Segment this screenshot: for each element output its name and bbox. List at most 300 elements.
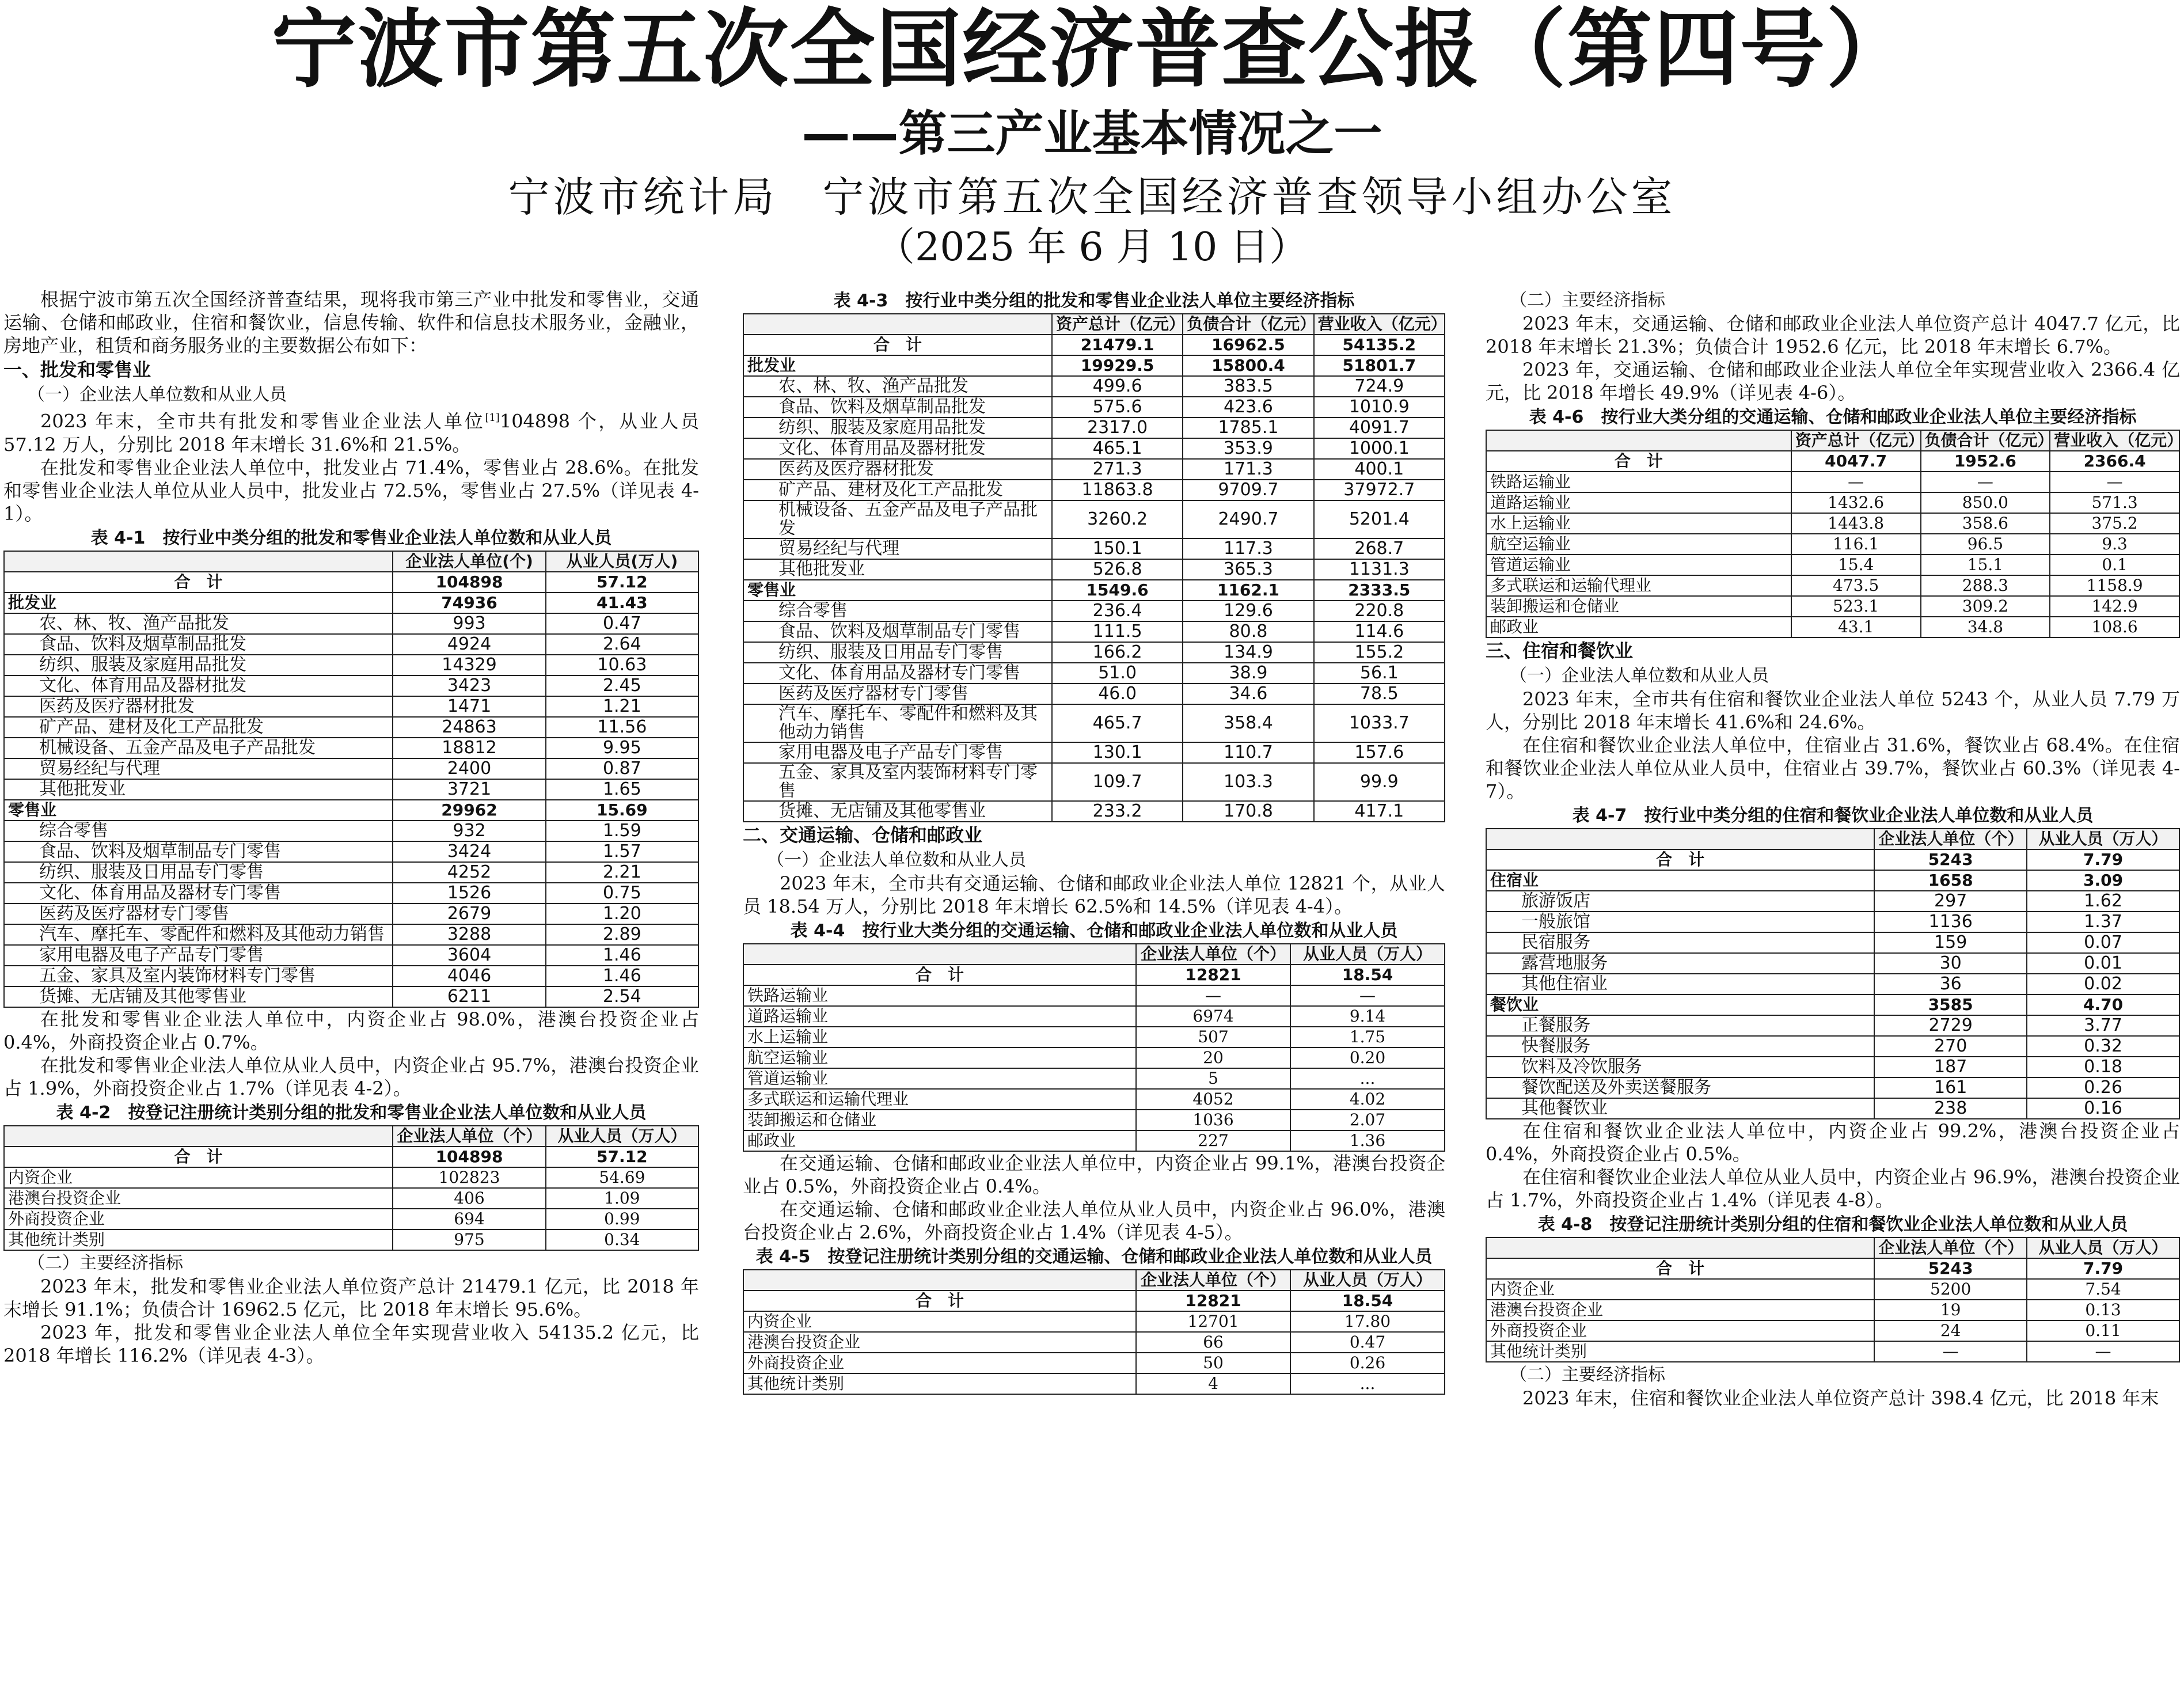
row-label: 管道运输业	[1486, 555, 1791, 575]
table-cell: 104898	[393, 1147, 545, 1167]
paragraph: 在批发和零售业企业法人单位中，批发业占 71.4%，零售业占 28.6%。在批发和零售业企业法人单位从业人员中，批发业占 72.5%，零售业占 27.5%（详见表 4-1）。	[3, 456, 699, 525]
table-cell: 19929.5	[1052, 355, 1183, 376]
table-group-row	[4, 593, 698, 613]
column-header	[743, 1270, 1136, 1291]
table-cell: 0.75	[546, 883, 698, 904]
table-cell: 116.1	[1791, 534, 1921, 555]
table-cell: 3423	[393, 675, 545, 696]
table-cell: 9.3	[2050, 534, 2179, 555]
table-cell: 724.9	[1314, 376, 1445, 397]
column-header: 企业法人单位（个）	[393, 1126, 545, 1147]
table-cell: 80.8	[1183, 621, 1313, 642]
row-label: 港澳台投资企业	[743, 1332, 1136, 1353]
column-header: 企业法人单位（个）	[1136, 1270, 1290, 1291]
table-cell: 3.09	[2027, 870, 2179, 891]
table-cell: 5201.4	[1314, 500, 1445, 538]
table-row	[743, 763, 1445, 801]
row-label: 铁路运输业	[1486, 472, 1791, 492]
table-cell: 46.0	[1052, 684, 1183, 704]
row-label: 食品、饮料及烟草制品专门零售	[4, 841, 393, 862]
table-cell: 12701	[1136, 1311, 1290, 1332]
row-label: 文化、体育用品及器材批发	[4, 675, 393, 696]
row-label: 家用电器及电子产品专门零售	[743, 742, 1052, 763]
table-cell: 12821	[1136, 965, 1290, 985]
table-cell: 10.63	[546, 655, 698, 675]
page-title: 宁波市第五次全国经济普查公报（第四号）	[271, 0, 1913, 99]
row-label: 装卸搬运和仓储业	[743, 1110, 1136, 1130]
table-cell: 0.13	[2027, 1300, 2179, 1320]
table-row	[1486, 596, 2179, 617]
table-header-row	[1486, 829, 2179, 849]
subsection-heading: （二）主要经济指标	[28, 1252, 183, 1273]
column-header: 企业法人单位（个）	[1136, 944, 1290, 965]
row-label: 旅游饭店	[1486, 891, 1874, 912]
table-cell: 2729	[1874, 1015, 2027, 1036]
table-row	[743, 985, 1445, 1006]
table-cell: 4091.7	[1314, 417, 1445, 438]
table-cell: 5243	[1874, 1258, 2027, 1279]
row-label: 贸易经纪与代理	[743, 538, 1052, 559]
row-label: 铁路运输业	[743, 985, 1136, 1006]
table-row	[1486, 1077, 2179, 1098]
row-label: 道路运输业	[1486, 492, 1791, 513]
table-cell: 170.8	[1183, 801, 1313, 822]
row-label: 露营地服务	[1486, 953, 1874, 974]
table-cell: 15.69	[546, 800, 698, 821]
publish-date: （2025 年 6 月 10 日）	[876, 225, 1308, 270]
table-row	[4, 945, 698, 966]
column-header: 从业人员(万人)	[546, 551, 698, 572]
row-label: 合 计	[4, 1147, 393, 1167]
table-cell: 9709.7	[1183, 480, 1313, 500]
table-cell: 850.0	[1921, 492, 2050, 513]
table-cell: 161	[1874, 1077, 2027, 1098]
table-cell: 2.45	[546, 675, 698, 696]
row-label: 内资企业	[743, 1311, 1136, 1332]
table-cell: 4052	[1136, 1089, 1290, 1110]
table-cell: 7.54	[2027, 1279, 2179, 1300]
table-row	[4, 924, 698, 945]
table-cell: 130.1	[1052, 742, 1183, 763]
column-header: 资产总计（亿元）	[1052, 314, 1183, 335]
table-row	[4, 634, 698, 655]
table-cell: 1036	[1136, 1110, 1290, 1130]
row-label: 货摊、无店铺及其他零售业	[4, 986, 393, 1007]
table-row	[4, 883, 698, 904]
table-cell: 1.36	[1290, 1130, 1445, 1151]
table-row	[1486, 891, 2179, 912]
table-row	[743, 480, 1445, 500]
table-cell: 5200	[1874, 1279, 2027, 1300]
table-cell: —	[1791, 472, 1921, 492]
table-row	[743, 397, 1445, 417]
table-cell: 166.2	[1052, 642, 1183, 663]
row-label: 餐饮业	[1486, 995, 1874, 1015]
table-caption: 表 4-6 按行业大类分组的交通运输、仓储和邮政业企业法人单位主要经济指标	[1529, 407, 2137, 427]
table-cell: 7.79	[2027, 849, 2179, 870]
table-header-row	[4, 551, 698, 572]
table-row	[4, 862, 698, 883]
row-label: 汽车、摩托车、零配件和燃料及其他动力销售	[743, 704, 1052, 742]
table-cell: 1.62	[2027, 891, 2179, 912]
paragraph: 在住宿和餐饮业企业法人单位从业人员中，内资企业占 96.9%，港澳台投资企业占 1.7%，外商投资企业占 1.4%（详见表 4-8）。	[1486, 1166, 2180, 1211]
table-cell: 24	[1874, 1320, 2027, 1341]
table-total-row	[4, 1147, 698, 1167]
row-label: 食品、饮料及烟草制品批发	[4, 634, 393, 655]
table-cell: 108.6	[2050, 617, 2179, 637]
table-group-row	[4, 800, 698, 821]
table-row	[743, 742, 1445, 763]
table-cell: 21479.1	[1052, 335, 1183, 355]
data-table	[1486, 828, 2180, 1119]
table-cell: 111.5	[1052, 621, 1183, 642]
table-row	[4, 738, 698, 758]
row-label: 纺织、服装及日用品专门零售	[743, 642, 1052, 663]
table-cell: 9.95	[546, 738, 698, 758]
table-cell: —	[1136, 985, 1290, 1006]
table-cell: 233.2	[1052, 801, 1183, 822]
row-label: 家用电器及电子产品专门零售	[4, 945, 393, 966]
table-cell: 99.9	[1314, 763, 1445, 801]
table-cell: 1549.6	[1052, 580, 1183, 601]
subsection-heading: （一）企业法人单位数和从业人员	[28, 385, 287, 405]
data-table	[743, 313, 1445, 822]
table-row	[743, 642, 1445, 663]
row-label: 邮政业	[743, 1130, 1136, 1151]
table-cell: 1952.6	[1921, 451, 2050, 472]
table-cell: 11.56	[546, 717, 698, 738]
table-cell: 78.5	[1314, 684, 1445, 704]
table-cell: 56.1	[1314, 663, 1445, 684]
table-total-row	[1486, 849, 2179, 870]
table-header-row	[4, 1126, 698, 1147]
row-label: 其他统计类别	[1486, 1341, 1874, 1362]
table-header-row	[743, 944, 1445, 965]
row-label: 道路运输业	[743, 1006, 1136, 1027]
table-cell: 171.3	[1183, 459, 1313, 480]
table-row	[743, 621, 1445, 642]
paragraph: 2023 年，批发和零售业企业法人单位全年实现营业收入 54135.2 亿元，比 2018 年增长 116.2%（详见表 4-3）。	[3, 1321, 699, 1367]
column-header	[1486, 829, 1874, 849]
table-row	[4, 1209, 698, 1229]
row-label: 汽车、摩托车、零配件和燃料及其他动力销售	[4, 924, 393, 945]
table-cell: 220.8	[1314, 601, 1445, 621]
table-row	[743, 1047, 1445, 1068]
table-cell: 993	[393, 613, 545, 634]
column-header: 从业人员（万人）	[2027, 829, 2179, 849]
table-cell: 1.20	[546, 904, 698, 924]
row-label: 纺织、服装及家庭用品批发	[4, 655, 393, 675]
table-caption: 表 4-2 按登记注册统计类别分组的批发和零售业企业法人单位数和从业人员	[56, 1102, 647, 1123]
table-cell: 268.7	[1314, 538, 1445, 559]
table-cell: 74936	[393, 593, 545, 613]
table-cell: 3260.2	[1052, 500, 1183, 538]
row-label: 医药及医疗器材专门零售	[4, 904, 393, 924]
paragraph: 2023 年末，全市共有住宿和餐饮业企业法人单位 5243 个，从业人员 7.79 万人，分别比 2018 年末增长 41.6%和 24.6%。	[1486, 688, 2180, 733]
table-row	[4, 904, 698, 924]
column-header: 营业收入（亿元）	[1314, 314, 1445, 335]
table-cell: 297	[1874, 891, 2027, 912]
table-cell: 16962.5	[1183, 335, 1313, 355]
table-cell: 0.01	[2027, 953, 2179, 974]
table-row	[4, 717, 698, 738]
table-cell: 1010.9	[1314, 397, 1445, 417]
table-cell: —	[1874, 1341, 2027, 1362]
row-label: 食品、饮料及烟草制品批发	[743, 397, 1052, 417]
table-cell: 29962	[393, 800, 545, 821]
table-cell: 1131.3	[1314, 559, 1445, 580]
paragraph: 2023 年末，交通运输、仓储和邮政业企业法人单位资产总计 4047.7 亿元，比 2018 年末增长 21.3%；负债合计 1952.6 亿元，比 2018 年末增长 6.7%。	[1486, 313, 2180, 358]
row-label: 其他住宿业	[1486, 974, 1874, 995]
table-cell: 54.69	[546, 1167, 698, 1188]
table-row	[1486, 1036, 2179, 1057]
row-label: 其他统计类别	[4, 1229, 393, 1250]
row-label: 饮料及冷饮服务	[1486, 1057, 1874, 1077]
row-label: 医药及医疗器材专门零售	[743, 684, 1052, 704]
table-row	[743, 1332, 1445, 1353]
table-cell: 271.3	[1052, 459, 1183, 480]
table-cell: 1785.1	[1183, 417, 1313, 438]
row-label: 批发业	[743, 355, 1052, 376]
table-caption: 表 4-7 按行业中类分组的住宿和餐饮业企业法人单位数和从业人员	[1572, 806, 2094, 826]
row-label: 矿产品、建材及化工产品批发	[4, 717, 393, 738]
column-header	[743, 944, 1136, 965]
table-row	[743, 801, 1445, 822]
row-label: 文化、体育用品及器材专门零售	[743, 663, 1052, 684]
paragraph: 在住宿和餐饮业企业法人单位中，内资企业占 99.2%，港澳台投资企业占 0.4%，外商投资企业占 0.5%。	[1486, 1120, 2180, 1165]
paragraph: 2023 年末，批发和零售业企业法人单位资产总计 21479.1 亿元，比 2018 年末增长 91.1%；负债合计 16962.5 亿元，比 2018 年末增长 95.6%。	[3, 1275, 699, 1320]
row-label: 合 计	[743, 335, 1052, 355]
table-row	[4, 966, 698, 986]
row-label: 合 计	[1486, 451, 1791, 472]
table-cell: 1.75	[1290, 1027, 1445, 1047]
row-label: 矿产品、建材及化工产品批发	[743, 480, 1052, 500]
table-cell: 2.07	[1290, 1110, 1445, 1130]
table-caption: 表 4-4 按行业大类分组的交通运输、仓储和邮政业企业法人单位数和从业人员	[790, 921, 1398, 941]
table-row	[4, 696, 698, 717]
table-cell: 1471	[393, 696, 545, 717]
table-cell: 4	[1136, 1373, 1290, 1394]
table-cell: 2490.7	[1183, 500, 1313, 538]
table-cell: 365.3	[1183, 559, 1313, 580]
row-label: 纺织、服装及家庭用品批发	[743, 417, 1052, 438]
table-cell: 4.70	[2027, 995, 2179, 1015]
row-label: 合 计	[1486, 849, 1874, 870]
row-label: 其他批发业	[743, 559, 1052, 580]
table-cell: 358.4	[1183, 704, 1313, 742]
table-row	[743, 1311, 1445, 1332]
table-row	[1486, 1341, 2179, 1362]
row-label: 五金、家具及室内装饰材料专门零售	[4, 966, 393, 986]
table-cell: 7.79	[2027, 1258, 2179, 1279]
table-cell: 1.57	[546, 841, 698, 862]
table-cell: 2.21	[546, 862, 698, 883]
row-label: 多式联运和运输代理业	[743, 1089, 1136, 1110]
table-cell: 19	[1874, 1300, 2027, 1320]
paragraph-text: 104898 个，从业人员 57.12 万人，分别比 2018 年末增长 31.6%和 21.5%。	[3, 410, 699, 456]
table-cell: 54135.2	[1314, 335, 1445, 355]
table-cell: 1.46	[546, 945, 698, 966]
table-cell: 6974	[1136, 1006, 1290, 1027]
table-cell: 526.8	[1052, 559, 1183, 580]
table-cell: 375.2	[2050, 513, 2179, 534]
subsection-heading: （二）主要经济指标	[1510, 290, 1665, 310]
paragraph: 在交通运输、仓储和邮政业企业法人单位中，内资企业占 99.1%，港澳台投资企业占 0.5%，外商投资企业占 0.4%。	[743, 1152, 1445, 1197]
table-row	[743, 438, 1445, 459]
table-row	[1486, 555, 2179, 575]
table-cell: 117.3	[1183, 538, 1313, 559]
table-cell: 104898	[393, 572, 545, 593]
table-cell: 1443.8	[1791, 513, 1921, 534]
table-row	[1486, 534, 2179, 555]
table-row	[1486, 1320, 2179, 1341]
table-row	[743, 663, 1445, 684]
table-row	[1486, 513, 2179, 534]
table-cell: 571.3	[2050, 492, 2179, 513]
table-cell: 5	[1136, 1068, 1290, 1089]
column-header: 从业人员（万人）	[546, 1126, 698, 1147]
table-cell: —	[2027, 1341, 2179, 1362]
table-cell: 18.54	[1290, 965, 1445, 985]
paragraph: 在批发和零售业企业法人单位中，内资企业占 98.0%，港澳台投资企业占 0.4%，外商投资企业占 0.7%。	[3, 1008, 699, 1053]
table-cell: 227	[1136, 1130, 1290, 1151]
table-cell: 18812	[393, 738, 545, 758]
column-header	[4, 551, 393, 572]
column-header: 从业人员（万人）	[1290, 944, 1445, 965]
table-cell: 2317.0	[1052, 417, 1183, 438]
row-label: 其他统计类别	[743, 1373, 1136, 1394]
paragraph: 在批发和零售业企业法人单位从业人员中，内资企业占 95.7%，港澳台投资企业占 1.9%，外商投资企业占 1.7%（详见表 4-2）。	[3, 1054, 699, 1099]
table-cell: 1000.1	[1314, 438, 1445, 459]
table-header-row	[743, 1270, 1445, 1291]
table-caption: 表 4-8 按登记注册统计类别分组的住宿和餐饮业企业法人单位数和从业人员	[1537, 1214, 2128, 1235]
table-cell: 103.3	[1183, 763, 1313, 801]
table-group-row	[1486, 870, 2179, 891]
section-heading: 三、住宿和餐饮业	[1486, 640, 1634, 662]
table-cell: 17.80	[1290, 1311, 1445, 1332]
table-cell: 51801.7	[1314, 355, 1445, 376]
table-row	[1486, 1300, 2179, 1320]
data-table	[3, 1125, 699, 1251]
table-cell: 110.7	[1183, 742, 1313, 763]
table-cell: 1136	[1874, 912, 2027, 932]
column-header: 营业收入（亿元）	[2050, 430, 2179, 451]
row-label: 文化、体育用品及器材专门零售	[4, 883, 393, 904]
table-cell: 6211	[393, 986, 545, 1007]
table-row	[4, 1167, 698, 1188]
column-header: 资产总计（亿元）	[1791, 430, 1921, 451]
table-row	[4, 1188, 698, 1209]
table-total-row	[1486, 1258, 2179, 1279]
table-cell: 12821	[1136, 1291, 1290, 1311]
footnote-mark: [1]	[485, 412, 500, 424]
table-row	[743, 559, 1445, 580]
row-label: 纺织、服装及日用品专门零售	[4, 862, 393, 883]
row-label: 文化、体育用品及器材批发	[743, 438, 1052, 459]
row-label: 外商投资企业	[4, 1209, 393, 1229]
table-row	[1486, 1057, 2179, 1077]
table-cell: 14329	[393, 655, 545, 675]
table-cell: —	[1290, 985, 1445, 1006]
table-cell: 238	[1874, 1098, 2027, 1119]
table-cell: 57.12	[546, 572, 698, 593]
table-cell: 499.6	[1052, 376, 1183, 397]
row-label: 外商投资企业	[743, 1353, 1136, 1373]
table-row	[1486, 617, 2179, 637]
table-cell: 109.7	[1052, 763, 1183, 801]
table-cell: 96.5	[1921, 534, 2050, 555]
table-cell: 523.1	[1791, 596, 1921, 617]
row-label: 管道运输业	[743, 1068, 1136, 1089]
data-table	[743, 1269, 1445, 1395]
table-total-row	[1486, 451, 2179, 472]
table-cell: 465.7	[1052, 704, 1183, 742]
column-header	[4, 1126, 393, 1147]
table-cell: 1658	[1874, 870, 2027, 891]
table-row	[4, 779, 698, 800]
paragraph: 在住宿和餐饮业企业法人单位中，住宿业占 31.6%，餐饮业占 68.4%。在住宿和餐饮业企业法人单位从业人员中，住宿业占 39.7%，餐饮业占 60.3%（详见表 4-7）。	[1486, 734, 2180, 802]
table-cell: 3721	[393, 779, 545, 800]
table-cell: 309.2	[1921, 596, 2050, 617]
row-label: 内资企业	[4, 1167, 393, 1188]
table-cell: 1432.6	[1791, 492, 1921, 513]
row-label: 邮政业	[1486, 617, 1791, 637]
table-row	[4, 841, 698, 862]
table-cell: 0.26	[2027, 1077, 2179, 1098]
table-header-row	[1486, 430, 2179, 451]
table-cell: 288.3	[1921, 575, 2050, 596]
table-cell: 4047.7	[1791, 451, 1921, 472]
row-label: 一般旅馆	[1486, 912, 1874, 932]
table-cell: 34.6	[1183, 684, 1313, 704]
table-cell: 1526	[393, 883, 545, 904]
row-label: 医药及医疗器材批发	[4, 696, 393, 717]
row-label: 正餐服务	[1486, 1015, 1874, 1036]
table-cell: 1.09	[546, 1188, 698, 1209]
table-group-row	[743, 355, 1445, 376]
row-label: 机械设备、五金产品及电子产品批发	[4, 738, 393, 758]
table-row	[4, 613, 698, 634]
table-header-row	[1486, 1238, 2179, 1258]
section-heading: 一、批发和零售业	[3, 359, 151, 381]
table-cell: 3.77	[2027, 1015, 2179, 1036]
table-row	[743, 1353, 1445, 1373]
row-label: 食品、饮料及烟草制品专门零售	[743, 621, 1052, 642]
table-row	[743, 459, 1445, 480]
table-cell: 3288	[393, 924, 545, 945]
table-cell: 2333.5	[1314, 580, 1445, 601]
table-row	[1486, 472, 2179, 492]
row-label: 综合零售	[4, 821, 393, 841]
table-cell: 423.6	[1183, 397, 1313, 417]
row-label: 装卸搬运和仓储业	[1486, 596, 1791, 617]
section-heading: 二、交通运输、仓储和邮政业	[743, 824, 983, 846]
row-label: 多式联运和运输代理业	[1486, 575, 1791, 596]
table-cell: 270	[1874, 1036, 2027, 1057]
table-cell: —	[2050, 472, 2179, 492]
data-table	[743, 943, 1445, 1152]
table-cell: 102823	[393, 1167, 545, 1188]
table-cell: 5243	[1874, 849, 2027, 870]
row-label: 合 计	[743, 1291, 1136, 1311]
table-total-row	[743, 965, 1445, 985]
table-cell: 236.4	[1052, 601, 1183, 621]
row-label: 水上运输业	[743, 1027, 1136, 1047]
table-cell: 15.4	[1791, 555, 1921, 575]
table-cell: 0.32	[2027, 1036, 2179, 1057]
table-row	[743, 500, 1445, 538]
table-cell: 15.1	[1921, 555, 2050, 575]
